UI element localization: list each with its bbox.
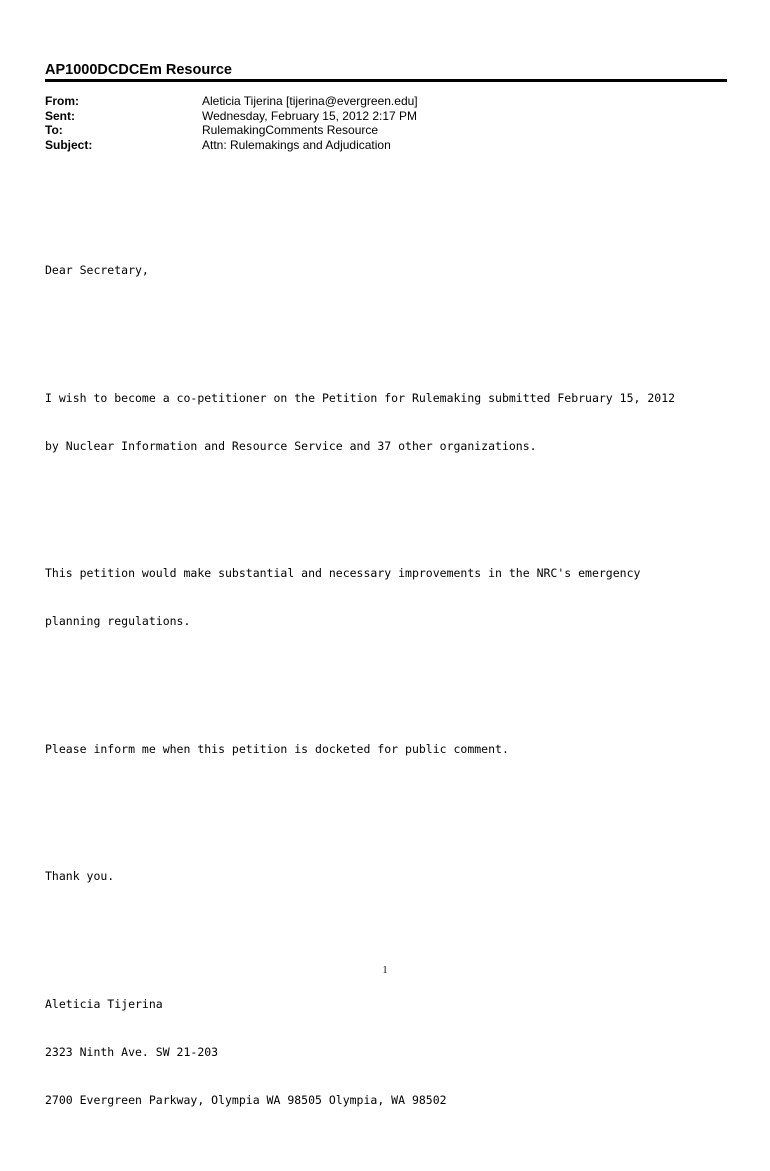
body-paragraph-2 xyxy=(45,533,675,661)
signature-address-line: 2700 Evergreen Parkway, Olympia WA 98505 Olympia, WA 98502 xyxy=(45,1092,447,1107)
to-label: To: xyxy=(45,123,63,137)
from-label: From: xyxy=(45,94,79,108)
paragraph-line: This petition would make substantial and necessary improvements in the NRC's emergency xyxy=(45,566,641,580)
page-title: AP1000DCDCEm Resource xyxy=(45,62,232,78)
paragraph-line: I wish to become a co-petitioner on the Petition for Rulemaking submitted February 15, 2012 xyxy=(45,390,676,405)
subject-label: Subject: xyxy=(45,137,93,152)
to-value: RulemakingComments Resource xyxy=(202,123,379,137)
signature-block xyxy=(45,964,675,1140)
paragraph-line: planning regulations. xyxy=(45,614,191,628)
page-number: 1 xyxy=(382,965,388,976)
body-paragraph-3 xyxy=(45,709,675,789)
body-paragraph-1 xyxy=(45,358,675,486)
signature-name: Aleticia Tijerina xyxy=(45,996,163,1011)
greeting-paragraph xyxy=(45,230,675,310)
subject-value: Attn: Rulemakings and Adjudication xyxy=(202,137,391,152)
closing: Thank you. xyxy=(45,869,115,883)
sent-label: Sent: xyxy=(45,108,75,123)
paragraph-line: by Nuclear Information and Resource Service and 37 other organizations. xyxy=(45,438,537,453)
paragraph-line: Please inform me when this petition is docketed for public comment. xyxy=(45,741,509,756)
email-body xyxy=(45,198,675,1171)
from-value: Aleticia Tijerina [tijerina@evergreen.edu] xyxy=(202,94,418,108)
title-divider xyxy=(45,79,727,82)
sent-value: Wednesday, February 15, 2012 2:17 PM xyxy=(202,108,418,123)
greeting: Dear Secretary, xyxy=(45,263,149,277)
signature-address-line: 2323 Ninth Ave. SW 21-203 xyxy=(45,1044,219,1059)
closing-paragraph xyxy=(45,836,675,916)
